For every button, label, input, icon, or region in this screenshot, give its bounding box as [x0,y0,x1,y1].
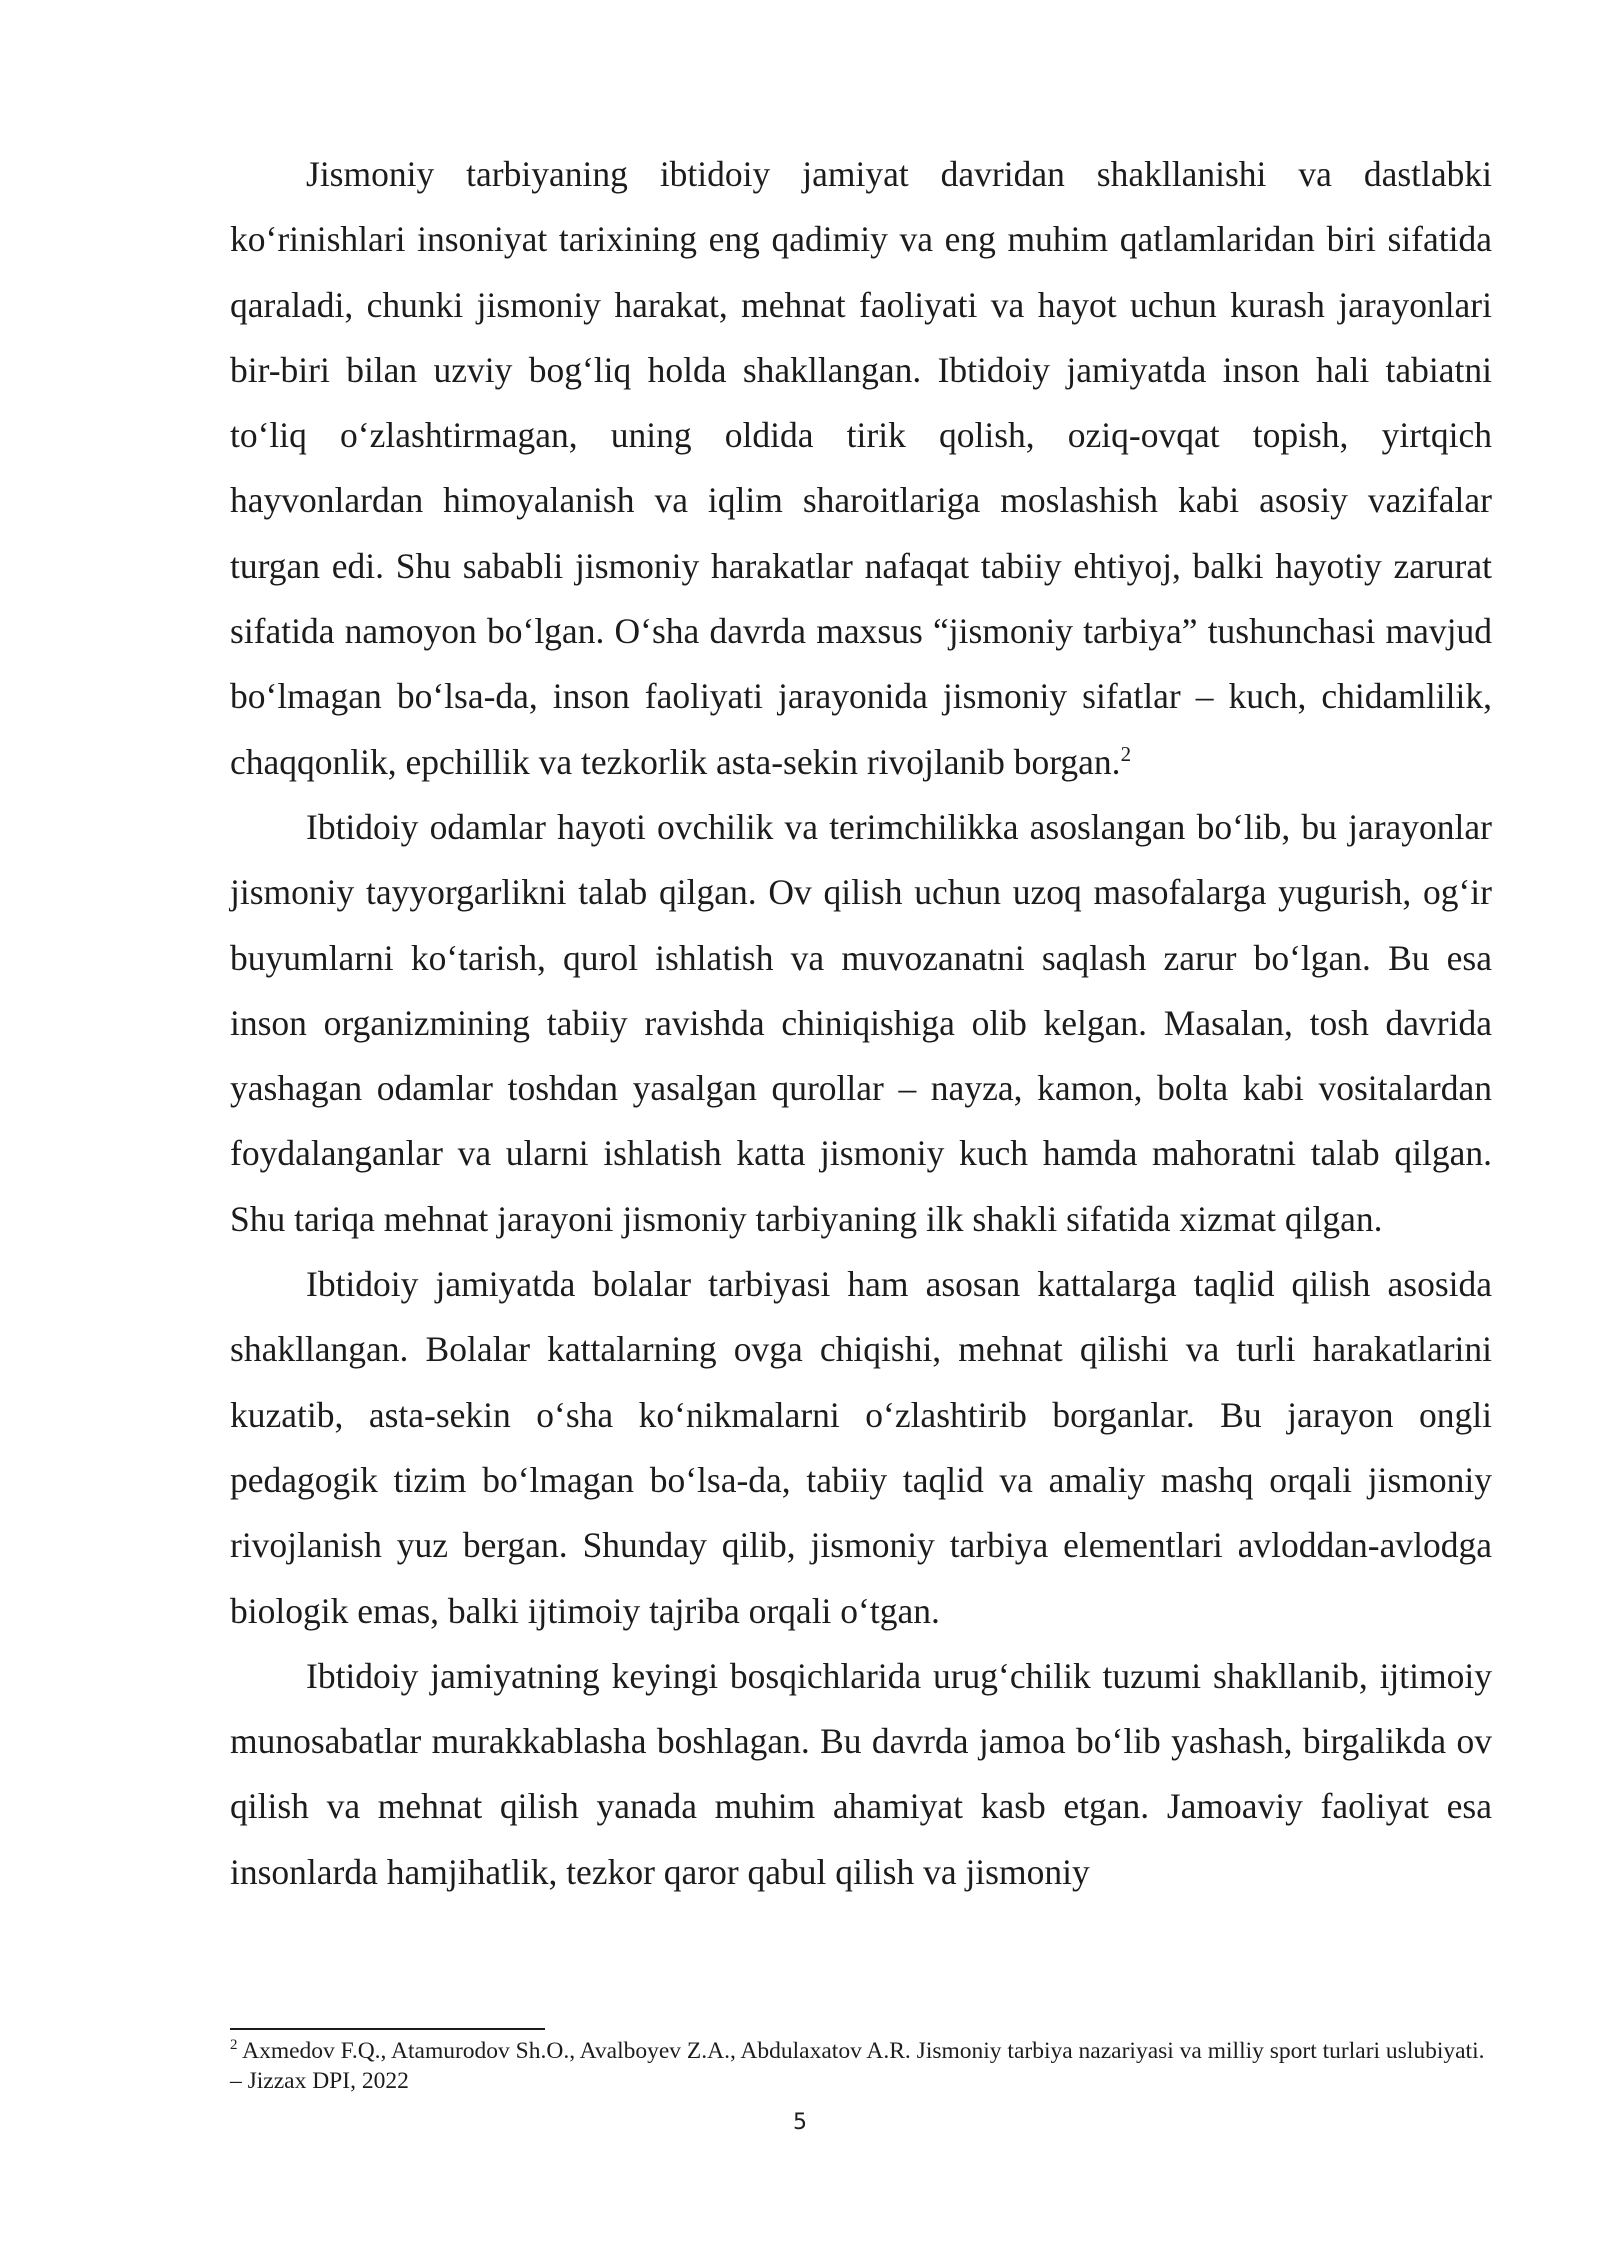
paragraph-1 [230,142,1492,795]
body-text [230,142,1492,1905]
footnote-separator [230,2028,545,2030]
paragraph-1-text: Jismoniy tarbiyaning ibtidoiy jamiyat davridan shakllanishi va dastlabki koʻrinishlari insoniyat tarixining eng qadimiy va eng muhim qatlamlaridan biri sifatida qaraladi, chunki jismoniy harakat, mehnat faoliyati va hayot uchun kurash jarayonlari bir-biri bilan uzviy bogʻliq holda shakllangan. Ibtidoiy jamiyatda inson hali tabiatni toʻliq oʻzlashtirmagan, uning oldida tirik qolish, oziq-ovqat topish, yirtqich hayvonlardan himoyalanish va iqlim sharoitlariga moslashish kabi asosiy vazifalar turgan edi. Shu sababli jismoniy harakatlar nafaqat tabiiy ehtiyoj, balki hayotiy zarurat sifatida namoyon boʻlgan. Oʻsha davrda maxsus “jismoniy tarbiya” tushunchasi mavjud boʻlmagan boʻlsa-da, inson faoliyati jarayonida jismoniy sifatlar – kuch, chidamlilik, chaqqonlik, epchillik va tezkorlik asta-sekin rivojlanib borgan. [230,154,1492,782]
paragraph-4: Ibtidoiy jamiyatning keyingi bosqichlarida urugʻchilik tuzumi shakllanib, ijtimoiy munosabatlar murakkablasha boshlagan. Bu davrda jamoa boʻlib yashash, birgalikda ov qilish va mehnat qilish yanada muhim ahamiyat kasb etgan. Jamoaviy faoliyat esa insonlarda hamjihatlik, tezkor qaror qabul qilish va jismoniy [230,1655,1492,1892]
footnote-reference[interactable]: 2 [1120,741,1132,766]
footnote-text: Axmedov F.Q., Atamurodov Sh.O., Avalboyev Z.A., Abdulaxatov A.R. Jismoniy tarbiya nazariyasi va milliy sport turlari uslubiyati. – Jizzax DPI, 2022 [230,2038,1485,2094]
footnote-marker: 2 [230,2037,238,2054]
footnote [230,2036,1492,2096]
paragraph-3: Ibtidoiy jamiyatda bolalar tarbiyasi ham asosan kattalarga taqlid qilish asosida shakllangan. Bolalar kattalarning ovga chiqishi, mehnat qilishi va turli harakatlarini kuzatib, asta-sekin oʻsha koʻnikmalarni oʻzlashtirib borganlar. Bu jarayon ongli pedagogik tizim boʻlmagan boʻlsa-da, tabiiy taqlid va amaliy mashq orqali jismoniy rivojlanish yuz bergan. Shunday qilib, jismoniy tarbiya elementlari avloddan-avlodga biologik emas, balki ijtimoiy tajriba orqali oʻtgan. [230,1264,1492,1631]
paragraph-2: Ibtidoiy odamlar hayoti ovchilik va terimchilikka asoslangan boʻlib, bu jarayonlar jismoniy tayyorgarlikni talab qilgan. Ov qilish uchun uzoq masofalarga yugurish, ogʻir buyumlarni koʻtarish, qurol ishlatish va muvozanatni saqlash zarur boʻlgan. Bu esa inson organizmining tabiiy ravishda chiniqishiga olib kelgan. Masalan, tosh davrida yashagan odamlar toshdan yasalgan qurollar – nayza, kamon, bolta kabi vositalardan foydalanganlar va ularni ishlatish katta jismoniy kuch hamda mahoratni talab qilgan. Shu tariqa mehnat jarayoni jismoniy tarbiyaning ilk shakli sifatida xizmat qilgan. [230,806,1492,1239]
page-number: 5 [793,2110,807,2135]
